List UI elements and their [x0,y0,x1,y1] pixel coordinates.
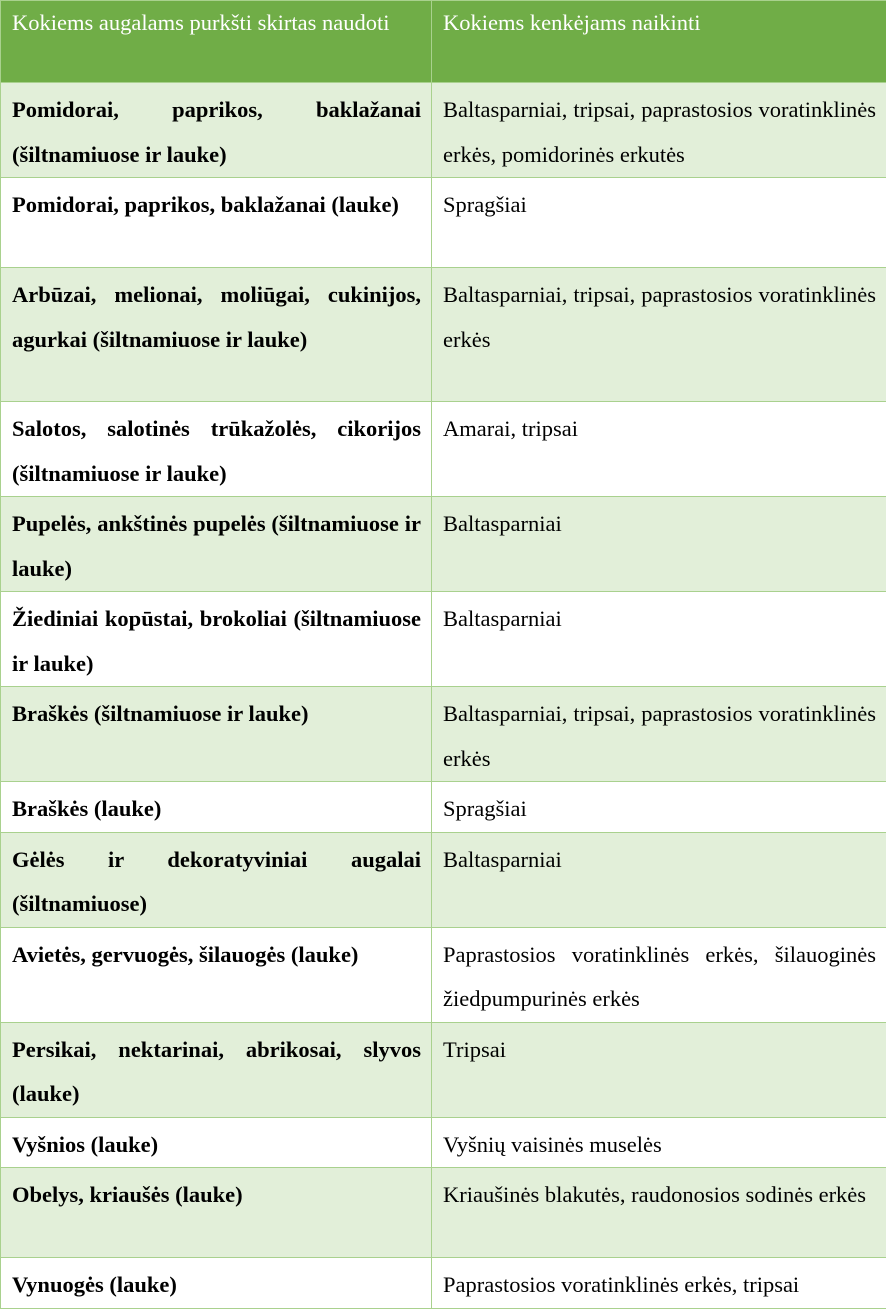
plant-cell: Vynuogės (lauke) [1,1258,432,1309]
table-row [1,402,886,497]
plant-cell: Braškės (šiltnamiuose ir lauke) [1,687,432,782]
plant-cell: Avietės, gervuogės, šilauogės (lauke) [1,927,432,1022]
pest-cell: Spragšiai [432,178,886,268]
plant-cell: Pupelės, ankštinės pupelės (šiltnamiuose ir lauke) [1,497,432,592]
table-row [1,1258,886,1309]
plant-cell: Vyšnios (lauke) [1,1117,432,1168]
pest-cell: Baltasparniai, tripsai, paprastosios voratinklinės erkės [432,268,886,402]
table-row [1,178,886,268]
pest-cell: Tripsai [432,1022,886,1117]
plant-cell: Salotos, salotinės trūkažolės, cikorijos (šiltnamiuose ir lauke) [1,402,432,497]
header-pests: Kokiems kenkėjams naikinti [432,1,886,83]
pest-cell: Amarai, tripsai [432,402,886,497]
pest-cell: Vyšnių vaisinės muselės [432,1117,886,1168]
table-row [1,268,886,402]
pest-cell: Paprastosios voratinklinės erkės, tripsai [432,1258,886,1309]
pest-cell: Baltasparniai, tripsai, paprastosios voratinklinės erkės [432,687,886,782]
plant-cell: Žiediniai kopūstai, brokoliai (šiltnamiuose ir lauke) [1,592,432,687]
pest-cell: Baltasparniai [432,592,886,687]
pest-cell: Baltasparniai, tripsai, paprastosios voratinklinės erkės, pomidorinės erkutės [432,83,886,178]
table-header-row [1,1,886,83]
pest-cell: Baltasparniai [432,832,886,927]
table-row [1,83,886,178]
table-row [1,687,886,782]
table-row [1,1022,886,1117]
header-plants: Kokiems augalams purkšti skirtas naudoti [1,1,432,83]
table-row [1,497,886,592]
pest-cell: Paprastosios voratinklinės erkės, šilauoginės žiedpumpurinės erkės [432,927,886,1022]
plant-cell: Braškės (lauke) [1,782,432,833]
table-row [1,1168,886,1258]
plant-cell: Pomidorai, paprikos, baklažanai (šiltnamiuose ir lauke) [1,83,432,178]
plant-cell: Arbūzai, melionai, moliūgai, cukinijos, agurkai (šiltnamiuose ir lauke) [1,268,432,402]
plant-cell: Gėlės ir dekoratyviniai augalai (šiltnamiuose) [1,832,432,927]
pest-cell: Spragšiai [432,782,886,833]
table-row [1,1117,886,1168]
plant-cell: Pomidorai, paprikos, baklažanai (lauke) [1,178,432,268]
table-row [1,782,886,833]
table-row [1,927,886,1022]
table-row [1,832,886,927]
plant-cell: Obelys, kriaušės (lauke) [1,1168,432,1258]
table-row [1,592,886,687]
pest-cell: Kriaušinės blakutės, raudonosios sodinės erkės [432,1168,886,1258]
plant-cell: Persikai, nektarinai, abrikosai, slyvos (lauke) [1,1022,432,1117]
pest-cell: Baltasparniai [432,497,886,592]
